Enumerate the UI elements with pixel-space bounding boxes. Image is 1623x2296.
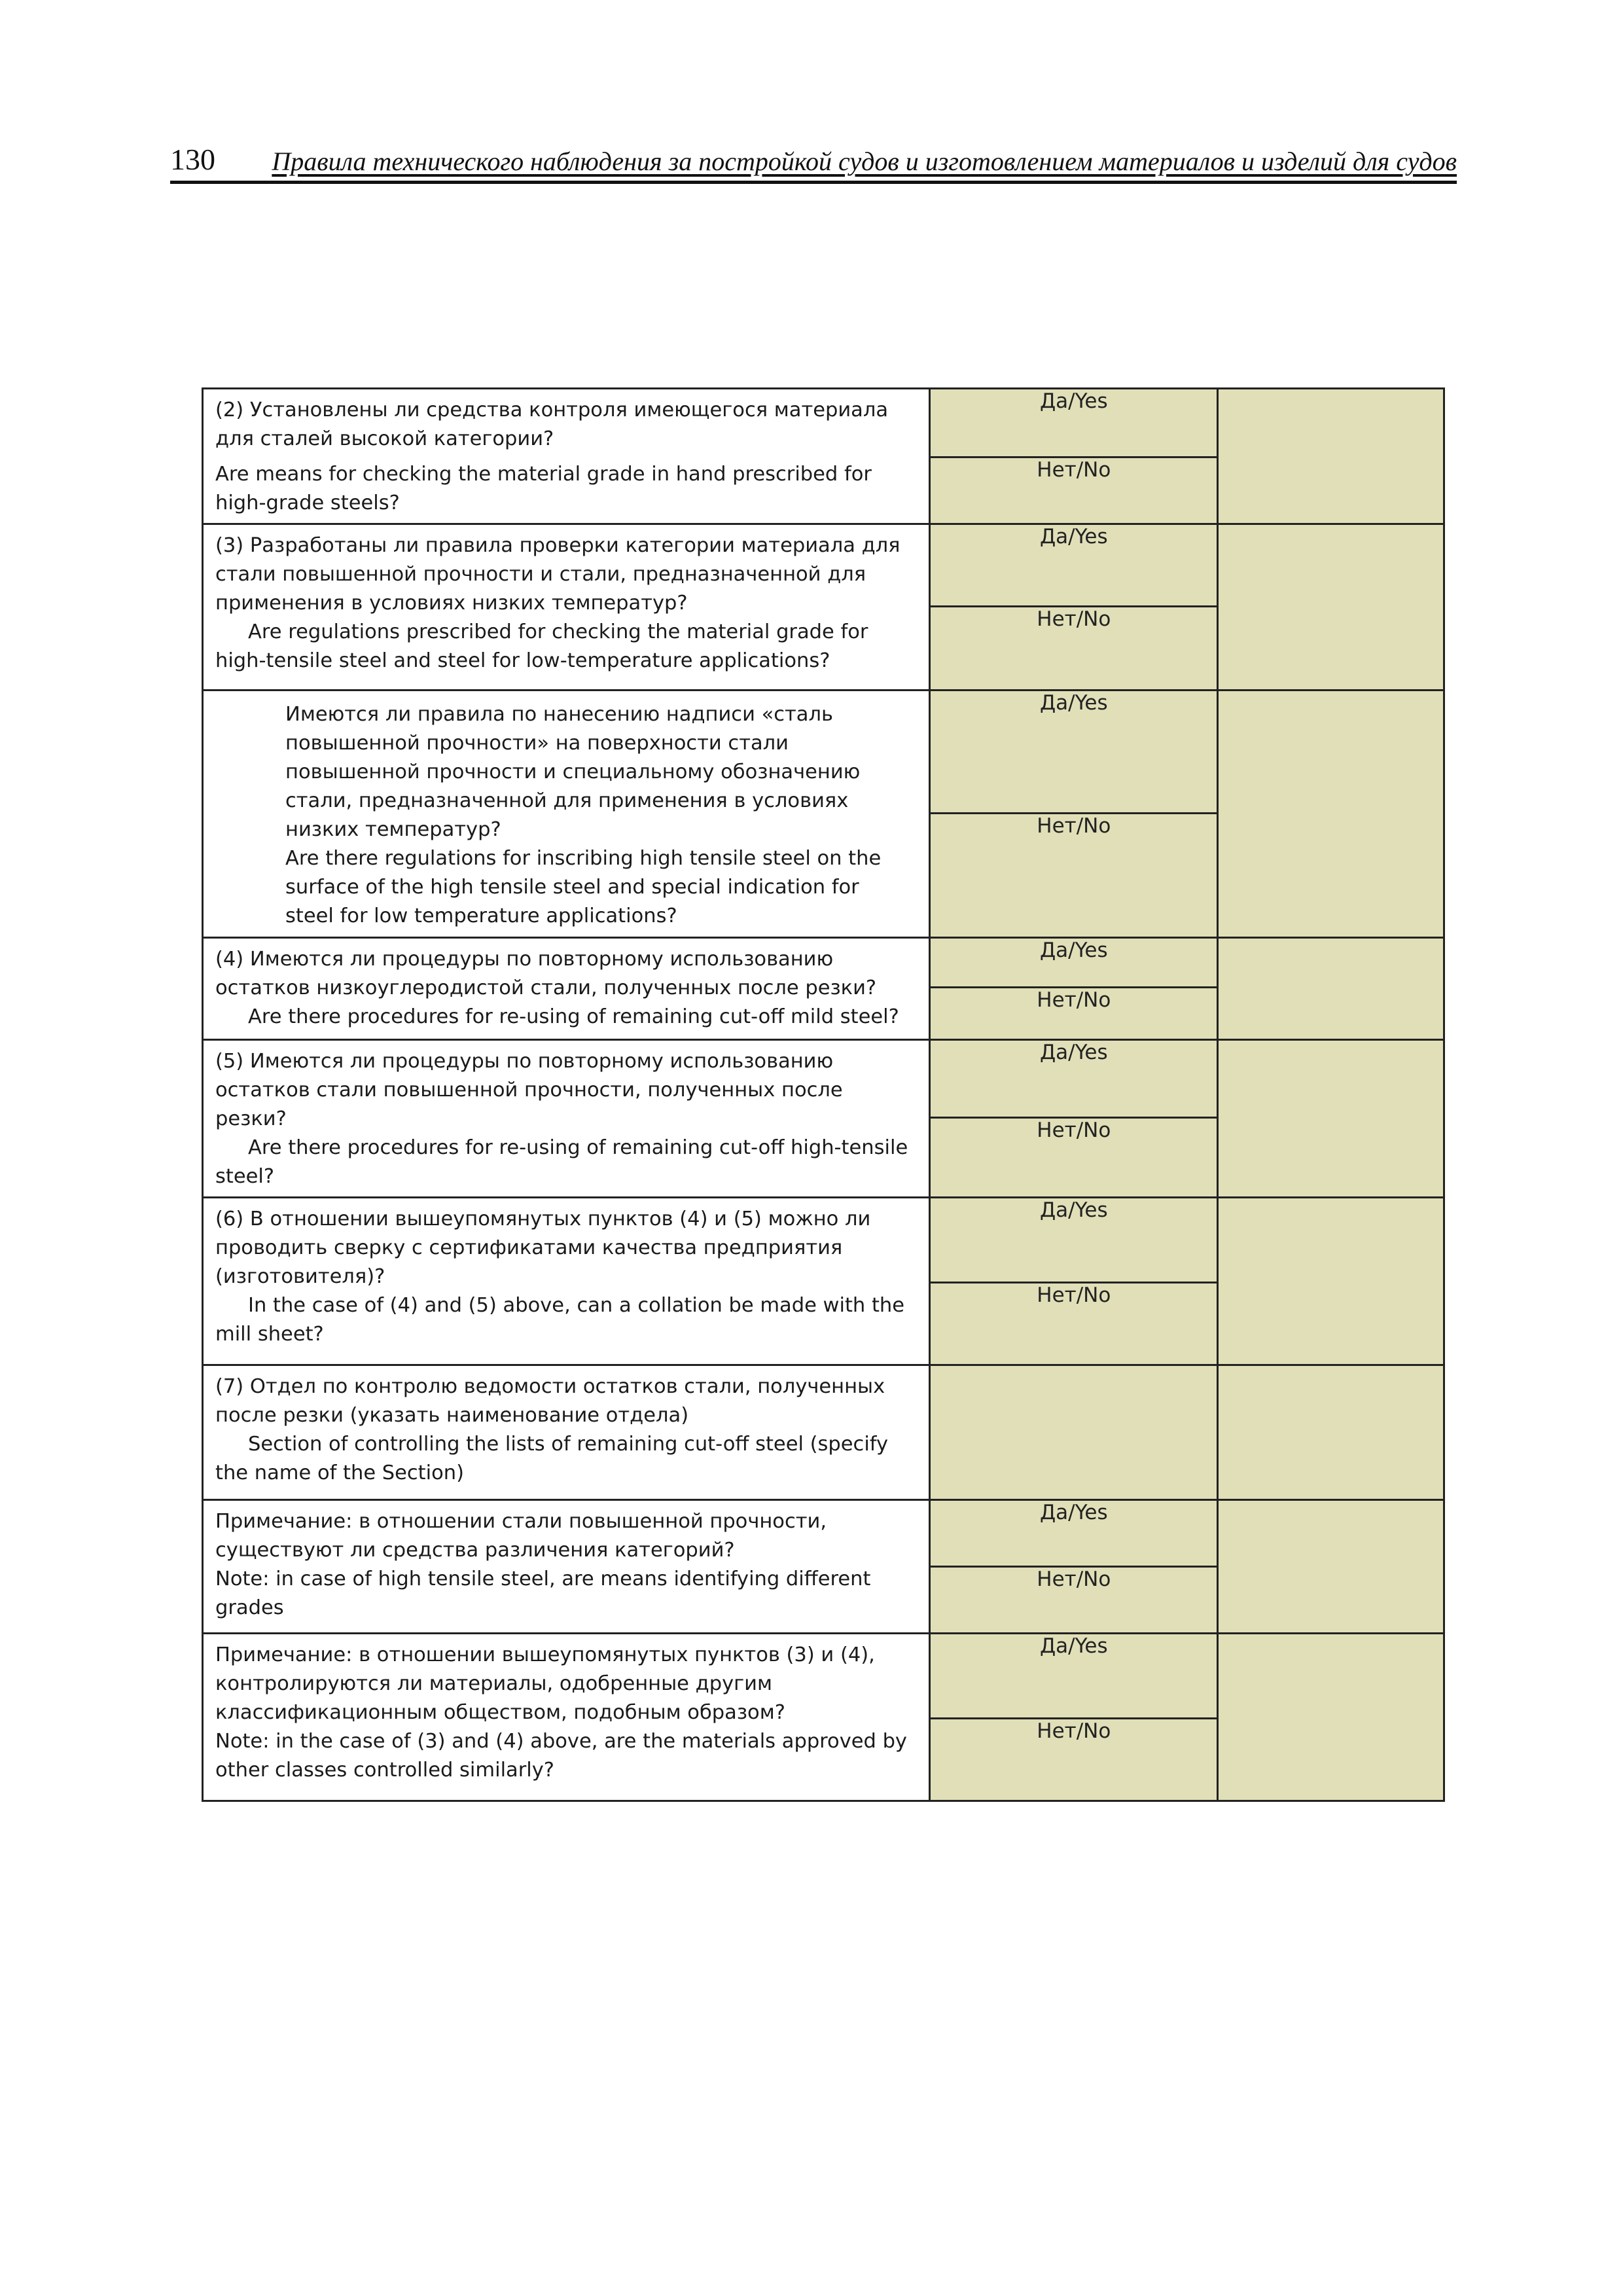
question-en: Note: in the case of (3) and (4) above, are the materials approved by other classes controlled similarly? <box>215 1730 907 1782</box>
section-name-field[interactable] <box>930 1365 1218 1500</box>
remarks-cell[interactable] <box>1218 1500 1444 1634</box>
answer-no[interactable]: Нет/No <box>930 457 1218 524</box>
answer-no[interactable]: Нет/No <box>930 988 1218 1040</box>
answer-yes[interactable]: Да/Yes <box>930 524 1218 607</box>
answer-yes[interactable]: Да/Yes <box>930 1500 1218 1567</box>
answer-yes[interactable]: Да/Yes <box>930 1634 1218 1719</box>
question-ru: (6) В отношении вышеупомянутых пунктов (4) и (5) можно ли проводить сверку с сертификатами качества предприятия (изготовителя)? <box>215 1208 871 1288</box>
running-title: Правила технического наблюдения за постройкой судов и изготовлением материалов и изделий для судов <box>272 147 1457 176</box>
answer-yes[interactable]: Да/Yes <box>930 691 1218 814</box>
question-ru: (7) Отдел по контролю ведомости остатков стали, полученных после резки (указать наименование отдела) <box>215 1375 885 1427</box>
remarks-cell[interactable] <box>1218 1634 1444 1801</box>
question-cell <box>203 938 930 1040</box>
question-ru: Имеются ли правила по нанесению надписи «сталь повышенной прочности» на поверхности стали повышенной прочности и специальному обозначению стали, предназначенной для применения в условиях низких температур? <box>285 703 861 841</box>
answer-yes[interactable]: Да/Yes <box>930 1040 1218 1118</box>
answer-no[interactable]: Нет/No <box>930 1567 1218 1634</box>
question-en: Section of controlling the lists of remaining cut-off steel (specify the name of the Section) <box>215 1433 889 1484</box>
question-ru: (4) Имеются ли процедуры по повторному использованию остатков низкоуглеродистой стали, полученных после резки? <box>215 948 877 999</box>
question-ru: Примечание: в отношении вышеупомянутых пунктов (3) и (4), контролируются ли материалы, одобренные другим классификационным обществом, подобным образом? <box>215 1643 875 1724</box>
answer-yes[interactable]: Да/Yes <box>930 389 1218 457</box>
answer-no[interactable]: Нет/No <box>930 1118 1218 1198</box>
remarks-cell[interactable] <box>1218 1365 1444 1500</box>
remarks-cell[interactable] <box>1218 691 1444 938</box>
question-en: Are there procedures for re-using of remaining cut-off mild steel? <box>248 1005 899 1028</box>
answer-no[interactable]: Нет/No <box>930 1283 1218 1365</box>
question-cell <box>203 1500 930 1634</box>
question-en: In the case of (4) and (5) above, can a collation be made with the mill sheet? <box>215 1294 905 1346</box>
answer-no[interactable]: Нет/No <box>930 814 1218 938</box>
question-cell <box>203 1040 930 1198</box>
question-ru: (5) Имеются ли процедуры по повторному использованию остатков стали повышенной прочности, полученных после резки? <box>215 1050 843 1130</box>
question-ru: (2) Установлены ли средства контроля имеющегося материала для сталей высокой категории? <box>215 399 889 450</box>
question-en: Are there regulations for inscribing high tensile steel on the surface of the high tensile steel and special indication for steel for low temperature applications? <box>285 847 882 927</box>
question-en: Are means for checking the material grade in hand prescribed for high-grade steels? <box>215 463 872 514</box>
question-en: Are there procedures for re-using of remaining cut-off high-tensile steel? <box>215 1136 908 1188</box>
remarks-cell[interactable] <box>1218 938 1444 1040</box>
question-cell <box>203 389 930 524</box>
page-number: 130 <box>170 143 215 176</box>
answer-yes[interactable]: Да/Yes <box>930 1198 1218 1283</box>
page-header <box>170 143 1457 184</box>
question-cell <box>203 1198 930 1365</box>
question-cell <box>203 691 930 938</box>
question-cell <box>203 1365 930 1500</box>
checklist-table <box>202 387 1445 1802</box>
remarks-cell[interactable] <box>1218 524 1444 691</box>
remarks-cell[interactable] <box>1218 1040 1444 1198</box>
remarks-cell[interactable] <box>1218 389 1444 524</box>
question-en: Note: in case of high tensile steel, are means identifying different grades <box>215 1568 871 1619</box>
question-cell <box>203 524 930 691</box>
answer-no[interactable]: Нет/No <box>930 1719 1218 1801</box>
remarks-cell[interactable] <box>1218 1198 1444 1365</box>
question-ru: (3) Разработаны ли правила проверки категории материала для стали повышенной прочности и стали, предназначенной для применения в условиях низких температур? <box>215 534 901 615</box>
answer-yes[interactable]: Да/Yes <box>930 938 1218 988</box>
question-ru: Примечание: в отношении стали повышенной прочности, существуют ли средства различения категорий? <box>215 1510 827 1562</box>
question-cell <box>203 1634 930 1801</box>
question-en: Are regulations prescribed for checking the material grade for high-tensile steel and steel for low-temperature applications? <box>215 620 868 672</box>
answer-no[interactable]: Нет/No <box>930 607 1218 691</box>
